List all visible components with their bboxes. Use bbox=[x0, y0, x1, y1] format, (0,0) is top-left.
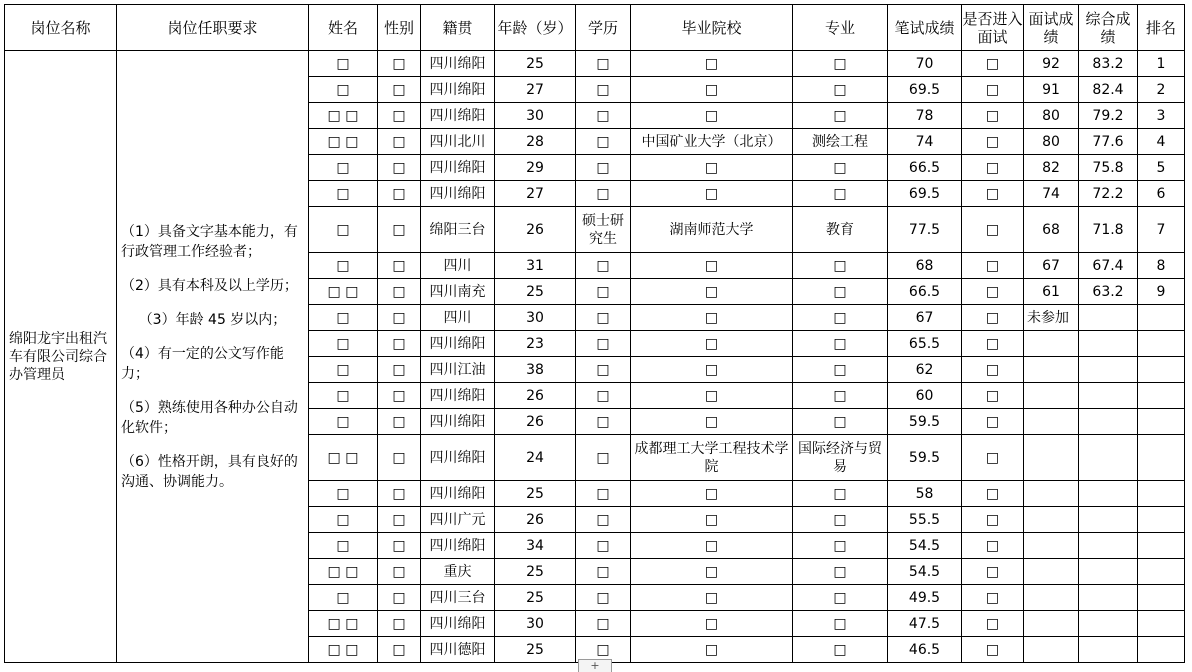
written-score-cell[interactable]: 74 bbox=[888, 129, 962, 155]
applicant-name[interactable]: □ bbox=[309, 357, 378, 383]
major-cell[interactable]: □ bbox=[793, 305, 888, 331]
gender-cell[interactable]: □ bbox=[378, 611, 421, 637]
total-score-cell[interactable] bbox=[1079, 435, 1138, 481]
gender-cell[interactable]: □ bbox=[378, 481, 421, 507]
total-score-cell[interactable]: 71.8 bbox=[1079, 207, 1138, 253]
school-cell[interactable]: □ bbox=[631, 331, 793, 357]
written-score-cell[interactable]: 66.5 bbox=[888, 155, 962, 181]
school-cell[interactable]: 湖南师范大学 bbox=[631, 207, 793, 253]
enter-interview-cell[interactable]: □ bbox=[962, 383, 1024, 409]
age-cell[interactable]: 29 bbox=[495, 155, 576, 181]
total-score-cell[interactable]: 67.4 bbox=[1079, 253, 1138, 279]
total-score-cell[interactable] bbox=[1079, 585, 1138, 611]
header-interview-score[interactable]: 面试成绩 bbox=[1024, 5, 1079, 51]
requirement-item: （4）有一定的公文写作能力； bbox=[121, 345, 284, 382]
school-cell[interactable]: □ bbox=[631, 51, 793, 77]
enter-interview-cell[interactable]: □ bbox=[962, 181, 1024, 207]
enter-interview-cell[interactable]: □ bbox=[962, 279, 1024, 305]
school-cell[interactable]: □ bbox=[631, 585, 793, 611]
total-score-cell[interactable] bbox=[1079, 481, 1138, 507]
age-cell[interactable]: 26 bbox=[495, 207, 576, 253]
interview-score-cell[interactable] bbox=[1024, 559, 1079, 585]
age-cell[interactable]: 28 bbox=[495, 129, 576, 155]
school-cell[interactable]: □ bbox=[631, 481, 793, 507]
enter-interview-cell[interactable]: □ bbox=[962, 611, 1024, 637]
total-score-cell[interactable]: 79.2 bbox=[1079, 103, 1138, 129]
age-cell[interactable]: 26 bbox=[495, 383, 576, 409]
rank-cell[interactable] bbox=[1138, 507, 1185, 533]
enter-interview-cell[interactable]: □ bbox=[962, 207, 1024, 253]
enter-interview-cell[interactable]: □ bbox=[962, 155, 1024, 181]
major-cell[interactable]: □ bbox=[793, 77, 888, 103]
major-cell[interactable]: □ bbox=[793, 331, 888, 357]
applicant-name[interactable]: □ bbox=[309, 585, 378, 611]
header-name[interactable]: 姓名 bbox=[309, 5, 378, 51]
school-cell[interactable]: □ bbox=[631, 155, 793, 181]
enter-interview-cell[interactable]: □ bbox=[962, 305, 1024, 331]
gender-cell[interactable]: □ bbox=[378, 559, 421, 585]
hometown-cell[interactable]: 四川绵阳 bbox=[421, 181, 495, 207]
interview-score-cell[interactable] bbox=[1024, 585, 1079, 611]
school-cell[interactable]: 中国矿业大学（北京） bbox=[631, 129, 793, 155]
education-cell[interactable]: 硕士研究生 bbox=[576, 207, 631, 253]
requirement-item: （6）性格开朗，具有良好的沟通、协调能力。 bbox=[121, 453, 298, 490]
rank-cell[interactable]: 1 bbox=[1138, 51, 1185, 77]
interview-score-cell[interactable] bbox=[1024, 637, 1079, 663]
rank-cell[interactable] bbox=[1138, 331, 1185, 357]
enter-interview-cell[interactable]: □ bbox=[962, 331, 1024, 357]
written-score-cell[interactable]: 66.5 bbox=[888, 279, 962, 305]
age-cell[interactable]: 25 bbox=[495, 481, 576, 507]
major-cell[interactable]: □ bbox=[793, 611, 888, 637]
written-score-cell[interactable]: 69.5 bbox=[888, 181, 962, 207]
applicant-name[interactable]: □ bbox=[309, 207, 378, 253]
major-cell[interactable]: □ bbox=[793, 253, 888, 279]
major-cell[interactable]: □ bbox=[793, 481, 888, 507]
education-cell[interactable]: □ bbox=[576, 533, 631, 559]
rank-cell[interactable] bbox=[1138, 409, 1185, 435]
school-cell[interactable]: □ bbox=[631, 637, 793, 663]
written-score-cell[interactable]: 46.5 bbox=[888, 637, 962, 663]
header-post-requirements[interactable]: 岗位任职要求 bbox=[117, 5, 309, 51]
major-cell[interactable]: 教育 bbox=[793, 207, 888, 253]
school-cell[interactable]: □ bbox=[631, 409, 793, 435]
hometown-cell[interactable]: 四川 bbox=[421, 253, 495, 279]
header-school[interactable]: 毕业院校 bbox=[631, 5, 793, 51]
post-requirements-cell[interactable] bbox=[117, 51, 309, 663]
total-score-cell[interactable]: 82.4 bbox=[1079, 77, 1138, 103]
age-cell[interactable]: 26 bbox=[495, 409, 576, 435]
enter-interview-cell[interactable]: □ bbox=[962, 585, 1024, 611]
school-cell[interactable]: □ bbox=[631, 305, 793, 331]
written-score-cell[interactable]: 47.5 bbox=[888, 611, 962, 637]
school-cell[interactable]: □ bbox=[631, 77, 793, 103]
hometown-cell[interactable]: 四川绵阳 bbox=[421, 103, 495, 129]
written-score-cell[interactable]: 54.5 bbox=[888, 559, 962, 585]
rank-cell[interactable] bbox=[1138, 637, 1185, 663]
education-cell[interactable]: □ bbox=[576, 559, 631, 585]
gender-cell[interactable]: □ bbox=[378, 279, 421, 305]
education-cell[interactable]: □ bbox=[576, 77, 631, 103]
major-cell[interactable]: □ bbox=[793, 585, 888, 611]
written-score-cell[interactable]: 78 bbox=[888, 103, 962, 129]
major-cell[interactable]: 国际经济与贸易 bbox=[793, 435, 888, 481]
hometown-cell[interactable]: 绵阳三台 bbox=[421, 207, 495, 253]
interview-score-cell[interactable]: 80 bbox=[1024, 103, 1079, 129]
header-total-score[interactable]: 综合成绩 bbox=[1079, 5, 1138, 51]
hometown-cell[interactable]: 四川绵阳 bbox=[421, 383, 495, 409]
rank-cell[interactable]: 6 bbox=[1138, 181, 1185, 207]
enter-interview-cell[interactable]: □ bbox=[962, 51, 1024, 77]
school-cell[interactable]: □ bbox=[631, 253, 793, 279]
major-cell[interactable]: □ bbox=[793, 181, 888, 207]
applicant-score-table bbox=[4, 4, 1185, 663]
applicant-name[interactable]: □ □ bbox=[309, 611, 378, 637]
education-cell[interactable]: □ bbox=[576, 435, 631, 481]
total-score-cell[interactable] bbox=[1079, 357, 1138, 383]
total-score-cell[interactable]: 77.6 bbox=[1079, 129, 1138, 155]
enter-interview-cell[interactable]: □ bbox=[962, 481, 1024, 507]
interview-score-cell[interactable] bbox=[1024, 435, 1079, 481]
enter-interview-cell[interactable]: □ bbox=[962, 103, 1024, 129]
applicant-name[interactable]: □ bbox=[309, 77, 378, 103]
education-cell[interactable]: □ bbox=[576, 611, 631, 637]
education-cell[interactable]: □ bbox=[576, 409, 631, 435]
written-score-cell[interactable]: 54.5 bbox=[888, 533, 962, 559]
school-cell[interactable]: □ bbox=[631, 181, 793, 207]
gender-cell[interactable]: □ bbox=[378, 637, 421, 663]
interview-score-cell[interactable] bbox=[1024, 409, 1079, 435]
requirement-item: （2）具有本科及以上学历； bbox=[121, 277, 298, 294]
major-cell[interactable]: □ bbox=[793, 155, 888, 181]
hometown-cell[interactable]: 四川南充 bbox=[421, 279, 495, 305]
age-cell[interactable]: 30 bbox=[495, 611, 576, 637]
education-cell[interactable]: □ bbox=[576, 331, 631, 357]
education-cell[interactable]: □ bbox=[576, 507, 631, 533]
total-score-cell[interactable] bbox=[1079, 305, 1138, 331]
school-cell[interactable]: □ bbox=[631, 383, 793, 409]
rank-cell[interactable] bbox=[1138, 305, 1185, 331]
major-cell[interactable]: □ bbox=[793, 279, 888, 305]
age-cell[interactable]: 25 bbox=[495, 585, 576, 611]
table-row bbox=[5, 51, 1185, 77]
age-cell[interactable]: 25 bbox=[495, 559, 576, 585]
major-cell[interactable]: □ bbox=[793, 103, 888, 129]
total-score-cell[interactable] bbox=[1079, 409, 1138, 435]
hometown-cell[interactable]: 四川绵阳 bbox=[421, 611, 495, 637]
applicant-name[interactable]: □ bbox=[309, 331, 378, 357]
education-cell[interactable]: □ bbox=[576, 637, 631, 663]
hometown-cell[interactable]: 四川北川 bbox=[421, 129, 495, 155]
interview-score-cell[interactable] bbox=[1024, 611, 1079, 637]
written-score-cell[interactable]: 67 bbox=[888, 305, 962, 331]
gender-cell[interactable]: □ bbox=[378, 585, 421, 611]
enter-interview-cell[interactable]: □ bbox=[962, 129, 1024, 155]
total-score-cell[interactable] bbox=[1079, 611, 1138, 637]
school-cell[interactable]: 成都理工大学工程技术学院 bbox=[631, 435, 793, 481]
education-cell[interactable]: □ bbox=[576, 481, 631, 507]
header-rank[interactable]: 排名 bbox=[1138, 5, 1185, 51]
total-score-cell[interactable] bbox=[1079, 383, 1138, 409]
applicant-name[interactable]: □ □ bbox=[309, 103, 378, 129]
enter-interview-cell[interactable]: □ bbox=[962, 637, 1024, 663]
gender-cell[interactable]: □ bbox=[378, 77, 421, 103]
enter-interview-cell[interactable]: □ bbox=[962, 77, 1024, 103]
gender-cell[interactable]: □ bbox=[378, 331, 421, 357]
hometown-cell[interactable]: 四川绵阳 bbox=[421, 481, 495, 507]
education-cell[interactable]: □ bbox=[576, 585, 631, 611]
written-score-cell[interactable]: 59.5 bbox=[888, 435, 962, 481]
rank-cell[interactable] bbox=[1138, 585, 1185, 611]
header-row bbox=[5, 5, 1185, 51]
age-cell[interactable]: 30 bbox=[495, 103, 576, 129]
age-cell[interactable]: 38 bbox=[495, 357, 576, 383]
school-cell[interactable]: □ bbox=[631, 103, 793, 129]
interview-score-cell[interactable]: 74 bbox=[1024, 181, 1079, 207]
school-cell[interactable]: □ bbox=[631, 533, 793, 559]
major-cell[interactable]: □ bbox=[793, 357, 888, 383]
interview-score-cell[interactable]: 未参加 bbox=[1024, 305, 1079, 331]
written-score-cell[interactable]: 68 bbox=[888, 253, 962, 279]
applicant-name[interactable]: □ bbox=[309, 51, 378, 77]
hometown-cell[interactable]: 四川绵阳 bbox=[421, 51, 495, 77]
written-score-cell[interactable]: 65.5 bbox=[888, 331, 962, 357]
age-cell[interactable]: 27 bbox=[495, 77, 576, 103]
education-cell[interactable]: □ bbox=[576, 51, 631, 77]
hometown-cell[interactable]: 四川绵阳 bbox=[421, 331, 495, 357]
applicant-name[interactable]: □ □ bbox=[309, 435, 378, 481]
written-score-cell[interactable]: 49.5 bbox=[888, 585, 962, 611]
total-score-cell[interactable] bbox=[1079, 331, 1138, 357]
gender-cell[interactable]: □ bbox=[378, 435, 421, 481]
applicant-name[interactable]: □ bbox=[309, 383, 378, 409]
header-post-name[interactable]: 岗位名称 bbox=[5, 5, 117, 51]
rank-cell[interactable] bbox=[1138, 357, 1185, 383]
education-cell[interactable]: □ bbox=[576, 305, 631, 331]
education-cell[interactable]: □ bbox=[576, 383, 631, 409]
rank-cell[interactable]: 2 bbox=[1138, 77, 1185, 103]
age-cell[interactable]: 25 bbox=[495, 279, 576, 305]
education-cell[interactable]: □ bbox=[576, 155, 631, 181]
major-cell[interactable]: □ bbox=[793, 533, 888, 559]
interview-score-cell[interactable] bbox=[1024, 533, 1079, 559]
applicant-name[interactable]: □ bbox=[309, 409, 378, 435]
header-education[interactable]: 学历 bbox=[576, 5, 631, 51]
add-sheet-button[interactable]: + bbox=[578, 659, 612, 672]
education-cell[interactable]: □ bbox=[576, 253, 631, 279]
hometown-cell[interactable]: 四川德阳 bbox=[421, 637, 495, 663]
applicant-name[interactable]: □ □ bbox=[309, 129, 378, 155]
rank-cell[interactable] bbox=[1138, 611, 1185, 637]
major-cell[interactable]: □ bbox=[793, 409, 888, 435]
hometown-cell[interactable]: 四川绵阳 bbox=[421, 409, 495, 435]
applicant-name[interactable]: □ □ bbox=[309, 279, 378, 305]
applicant-name[interactable]: □ bbox=[309, 181, 378, 207]
major-cell[interactable]: □ bbox=[793, 383, 888, 409]
school-cell[interactable]: □ bbox=[631, 507, 793, 533]
header-gender[interactable]: 性别 bbox=[378, 5, 421, 51]
gender-cell[interactable]: □ bbox=[378, 155, 421, 181]
age-cell[interactable]: 34 bbox=[495, 533, 576, 559]
applicant-name[interactable]: □ □ bbox=[309, 637, 378, 663]
header-written-score[interactable]: 笔试成绩 bbox=[888, 5, 962, 51]
enter-interview-cell[interactable]: □ bbox=[962, 533, 1024, 559]
enter-interview-cell[interactable]: □ bbox=[962, 357, 1024, 383]
applicant-name[interactable]: □ bbox=[309, 507, 378, 533]
applicant-name[interactable]: □ □ bbox=[309, 559, 378, 585]
gender-cell[interactable]: □ bbox=[378, 383, 421, 409]
interview-score-cell[interactable]: 91 bbox=[1024, 77, 1079, 103]
applicant-name[interactable]: □ bbox=[309, 481, 378, 507]
written-score-cell[interactable]: 60 bbox=[888, 383, 962, 409]
gender-cell[interactable]: □ bbox=[378, 207, 421, 253]
hometown-cell[interactable]: 四川绵阳 bbox=[421, 77, 495, 103]
major-cell[interactable]: □ bbox=[793, 559, 888, 585]
total-score-cell[interactable]: 75.8 bbox=[1079, 155, 1138, 181]
applicant-name[interactable]: □ bbox=[309, 305, 378, 331]
header-hometown[interactable]: 籍贯 bbox=[421, 5, 495, 51]
rank-cell[interactable] bbox=[1138, 559, 1185, 585]
enter-interview-cell[interactable]: □ bbox=[962, 253, 1024, 279]
age-cell[interactable]: 24 bbox=[495, 435, 576, 481]
written-score-cell[interactable]: 58 bbox=[888, 481, 962, 507]
gender-cell[interactable]: □ bbox=[378, 103, 421, 129]
age-cell[interactable]: 27 bbox=[495, 181, 576, 207]
hometown-cell[interactable]: 四川三台 bbox=[421, 585, 495, 611]
enter-interview-cell[interactable]: □ bbox=[962, 507, 1024, 533]
major-cell[interactable]: □ bbox=[793, 51, 888, 77]
gender-cell[interactable]: □ bbox=[378, 409, 421, 435]
age-cell[interactable]: 26 bbox=[495, 507, 576, 533]
age-cell[interactable]: 23 bbox=[495, 331, 576, 357]
interview-score-cell[interactable] bbox=[1024, 331, 1079, 357]
hometown-cell[interactable]: 重庆 bbox=[421, 559, 495, 585]
age-cell[interactable]: 25 bbox=[495, 637, 576, 663]
hometown-cell[interactable]: 四川江油 bbox=[421, 357, 495, 383]
interview-score-cell[interactable]: 68 bbox=[1024, 207, 1079, 253]
gender-cell[interactable]: □ bbox=[378, 305, 421, 331]
gender-cell[interactable]: □ bbox=[378, 533, 421, 559]
written-score-cell[interactable]: 69.5 bbox=[888, 77, 962, 103]
gender-cell[interactable]: □ bbox=[378, 357, 421, 383]
total-score-cell[interactable]: 63.2 bbox=[1079, 279, 1138, 305]
age-cell[interactable]: 30 bbox=[495, 305, 576, 331]
rank-cell[interactable]: 9 bbox=[1138, 279, 1185, 305]
gender-cell[interactable]: □ bbox=[378, 129, 421, 155]
requirement-item: （1）具备文字基本能力，有行政管理工作经验者； bbox=[121, 223, 298, 260]
gender-cell[interactable]: □ bbox=[378, 51, 421, 77]
education-cell[interactable]: □ bbox=[576, 181, 631, 207]
rank-cell[interactable] bbox=[1138, 481, 1185, 507]
written-score-cell[interactable]: 55.5 bbox=[888, 507, 962, 533]
interview-score-cell[interactable]: 80 bbox=[1024, 129, 1079, 155]
education-cell[interactable]: □ bbox=[576, 129, 631, 155]
enter-interview-cell[interactable]: □ bbox=[962, 409, 1024, 435]
age-cell[interactable]: 25 bbox=[495, 51, 576, 77]
header-enter-interview[interactable]: 是否进入面试 bbox=[962, 5, 1024, 51]
hometown-cell[interactable]: 四川 bbox=[421, 305, 495, 331]
rank-cell[interactable] bbox=[1138, 435, 1185, 481]
rank-cell[interactable] bbox=[1138, 383, 1185, 409]
interview-score-cell[interactable]: 67 bbox=[1024, 253, 1079, 279]
applicant-name[interactable]: □ bbox=[309, 155, 378, 181]
rank-cell[interactable]: 5 bbox=[1138, 155, 1185, 181]
age-cell[interactable]: 31 bbox=[495, 253, 576, 279]
written-score-cell[interactable]: 62 bbox=[888, 357, 962, 383]
education-cell[interactable]: □ bbox=[576, 357, 631, 383]
hometown-cell[interactable]: 四川绵阳 bbox=[421, 155, 495, 181]
hometown-cell[interactable]: 四川广元 bbox=[421, 507, 495, 533]
requirement-item: （5）熟练使用各种办公自动化软件； bbox=[121, 399, 298, 436]
applicant-name[interactable]: □ bbox=[309, 253, 378, 279]
total-score-cell[interactable] bbox=[1079, 533, 1138, 559]
header-major[interactable]: 专业 bbox=[793, 5, 888, 51]
interview-score-cell[interactable]: 61 bbox=[1024, 279, 1079, 305]
interview-score-cell[interactable] bbox=[1024, 357, 1079, 383]
total-score-cell[interactable] bbox=[1079, 637, 1138, 663]
interview-score-cell[interactable]: 82 bbox=[1024, 155, 1079, 181]
gender-cell[interactable]: □ bbox=[378, 181, 421, 207]
total-score-cell[interactable] bbox=[1079, 507, 1138, 533]
education-cell[interactable]: □ bbox=[576, 279, 631, 305]
major-cell[interactable]: □ bbox=[793, 507, 888, 533]
interview-score-cell[interactable] bbox=[1024, 481, 1079, 507]
school-cell[interactable]: □ bbox=[631, 611, 793, 637]
hometown-cell[interactable]: 四川绵阳 bbox=[421, 435, 495, 481]
requirement-item: （3）年龄 45 岁以内； bbox=[138, 311, 287, 328]
enter-interview-cell[interactable]: □ bbox=[962, 559, 1024, 585]
education-cell[interactable]: □ bbox=[576, 103, 631, 129]
post-name-cell[interactable]: 绵阳龙宇出租汽车有限公司综合办管理员 bbox=[5, 51, 117, 663]
enter-interview-cell[interactable]: □ bbox=[962, 435, 1024, 481]
total-score-cell[interactable]: 83.2 bbox=[1079, 51, 1138, 77]
interview-score-cell[interactable] bbox=[1024, 383, 1079, 409]
interview-score-cell[interactable]: 92 bbox=[1024, 51, 1079, 77]
interview-score-cell[interactable] bbox=[1024, 507, 1079, 533]
gender-cell[interactable]: □ bbox=[378, 253, 421, 279]
rank-cell[interactable]: 8 bbox=[1138, 253, 1185, 279]
rank-cell[interactable]: 4 bbox=[1138, 129, 1185, 155]
applicant-name[interactable]: □ bbox=[309, 533, 378, 559]
header-age[interactable]: 年龄（岁） bbox=[495, 5, 576, 51]
total-score-cell[interactable]: 72.2 bbox=[1079, 181, 1138, 207]
rank-cell[interactable]: 3 bbox=[1138, 103, 1185, 129]
written-score-cell[interactable]: 70 bbox=[888, 51, 962, 77]
rank-cell[interactable]: 7 bbox=[1138, 207, 1185, 253]
major-cell[interactable]: □ bbox=[793, 637, 888, 663]
written-score-cell[interactable]: 77.5 bbox=[888, 207, 962, 253]
written-score-cell[interactable]: 59.5 bbox=[888, 409, 962, 435]
rank-cell[interactable] bbox=[1138, 533, 1185, 559]
total-score-cell[interactable] bbox=[1079, 559, 1138, 585]
hometown-cell[interactable]: 四川绵阳 bbox=[421, 533, 495, 559]
school-cell[interactable]: □ bbox=[631, 357, 793, 383]
school-cell[interactable]: □ bbox=[631, 279, 793, 305]
major-cell[interactable]: 测绘工程 bbox=[793, 129, 888, 155]
school-cell[interactable]: □ bbox=[631, 559, 793, 585]
gender-cell[interactable]: □ bbox=[378, 507, 421, 533]
